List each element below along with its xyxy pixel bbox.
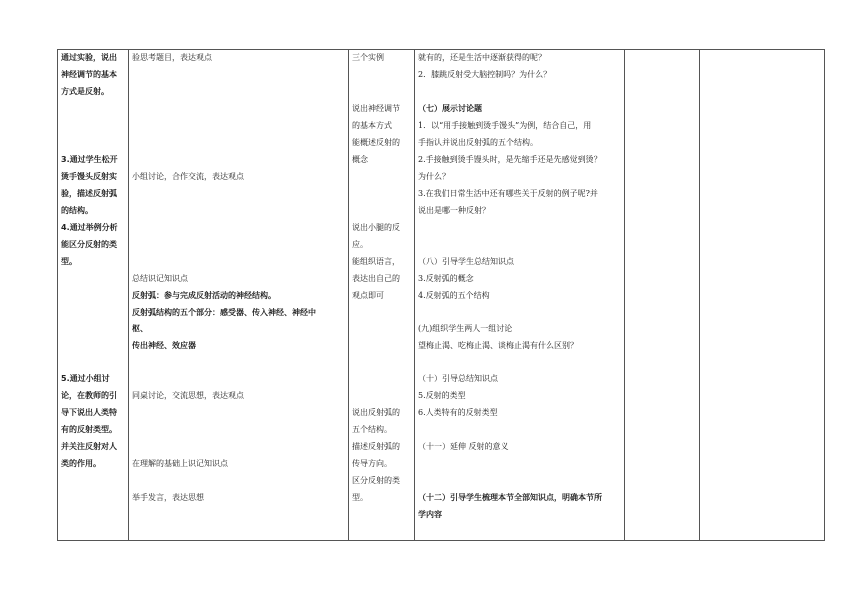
eval-three-examples: 三个实例 [352,53,384,62]
eval-2-line-2: 的基本方式 [352,121,392,130]
section-10-line-2: 6.人类特有的反射类型 [418,408,498,417]
reflex-arc-definition: 反射弧：参与完成反射活动的神经结构。 [132,291,276,300]
section-9-title: (九)组织学生两人一组讨论 [418,324,513,333]
objective-4-line-3: 型。 [61,257,77,266]
evaluation-cell [349,50,415,541]
objective-1-line-3: 方式是反射。 [61,87,109,96]
section-10-line-1: 5.反射的类型 [418,391,466,400]
section-11-title: （十一）延伸 反射的意义 [418,442,509,451]
objective-5-line-5: 并关注反射对人 [61,442,117,451]
lesson-plan-table [57,49,825,541]
eval-2-line-3: 能概述反射的 [352,138,400,147]
section-7-line-5: 3.在我们日常生活中还有哪些关于反射的例子呢?并 [418,189,598,198]
eval-3-line-2: 应。 [352,240,368,249]
objective-3-line-3: 验，描述反射弧 [61,189,117,198]
objective-5-line-6: 类的作用。 [61,459,101,468]
reflex-arc-parts-line-3: 传出神经、效应器 [132,341,196,350]
eval-4-line-2: 五个结构。 [352,425,392,434]
section-10-title: （十）引导总结知识点 [418,374,498,383]
process-question-2: 2．膝跳反射受大脑控制吗？为什么？ [418,70,552,79]
section-12-line-1: （十二）引导学生梳理本节全部知识点，明确本节所 [418,493,602,502]
empty-cell-5 [625,50,700,541]
activity-desk-discussion: 同桌讨论，交流思想，表达观点 [132,391,244,400]
section-7-line-6: 说出是哪一种反射？ [418,206,490,215]
eval-3-line-5: 观点即可 [352,291,384,300]
section-7-title: （七）展示讨论题 [418,104,482,113]
objective-1-line-2: 神经调节的基本 [61,70,117,79]
section-8-line-1: 3.反射弧的概念 [418,274,474,283]
objective-5-line-1: 5.通过小组讨 [61,374,110,383]
section-7-line-3: 2.手接触到烫手馒头时，是先缩手还是先感觉到烫？ [418,155,602,164]
activity-memorize: 在理解的基础上识记知识点 [132,459,228,468]
section-7-line-2: 手指认并说出反射弧的五个结构。 [418,138,538,147]
eval-4-line-5: 区分反射的类 [352,476,400,485]
eval-4-line-3: 描述反射弧的 [352,442,400,451]
activity-summary: 总结识记知识点 [132,274,188,283]
eval-3-line-3: 能组织语言， [352,257,400,266]
eval-2-line-4: 概念 [352,155,368,164]
objectives-cell [58,50,129,541]
reflex-arc-parts-line-1: 反射弧结构的五个部分：感受器、传入神经、神经中 [132,308,316,317]
eval-2-line-1: 说出神经调节 [352,104,400,113]
eval-3-line-4: 表达出自己的 [352,274,400,283]
activity-group-discussion: 小组讨论，合作交流，表达观点 [132,172,244,181]
section-9-line-1: 望梅止渴、吃梅止渴、谈梅止渴有什么区别？ [418,341,578,350]
empty-cell-6 [700,50,825,541]
objective-5-line-2: 论，在教师的引 [61,391,117,400]
objective-1-line-1: 通过实验，说出 [61,53,117,62]
eval-4-line-4: 传导方向。 [352,459,392,468]
teaching-process-cell [415,50,625,541]
objective-3-line-1: 3.通过学生松开 [61,155,118,164]
section-8-title: （八）引导学生总结知识点 [418,257,514,266]
eval-4-line-6: 型。 [352,493,368,502]
objective-4-line-1: 4.通过举例分析 [61,223,118,232]
section-7-line-1: 1．以“用手接触到烫手馒头”为例，结合自己，用 [418,121,592,130]
activity-think-question: 验思考题目，表达观点 [132,53,212,62]
section-7-line-4: 为什么？ [418,172,450,181]
objective-5-line-3: 导下说出人类特 [61,408,117,417]
section-8-line-2: 4.反射弧的五个结构 [418,291,490,300]
objective-5-line-4: 有的反射类型。 [61,425,117,434]
process-question-1-cont: 就有的，还是生活中逐渐获得的呢？ [418,53,546,62]
objective-3-line-2: 烫手馒头反射实 [61,172,117,181]
activity-raise-hand: 举手发言，表达思想 [132,493,204,502]
student-activities-cell [129,50,349,541]
objective-4-line-2: 能区分反射的类 [61,240,117,249]
eval-4-line-1: 说出反射弧的 [352,408,400,417]
eval-3-line-1: 说出小腿的反 [352,223,400,232]
reflex-arc-parts-line-2: 枢、 [132,324,148,333]
section-12-line-2: 学内容 [418,510,442,519]
objective-3-line-4: 的结构。 [61,206,93,215]
